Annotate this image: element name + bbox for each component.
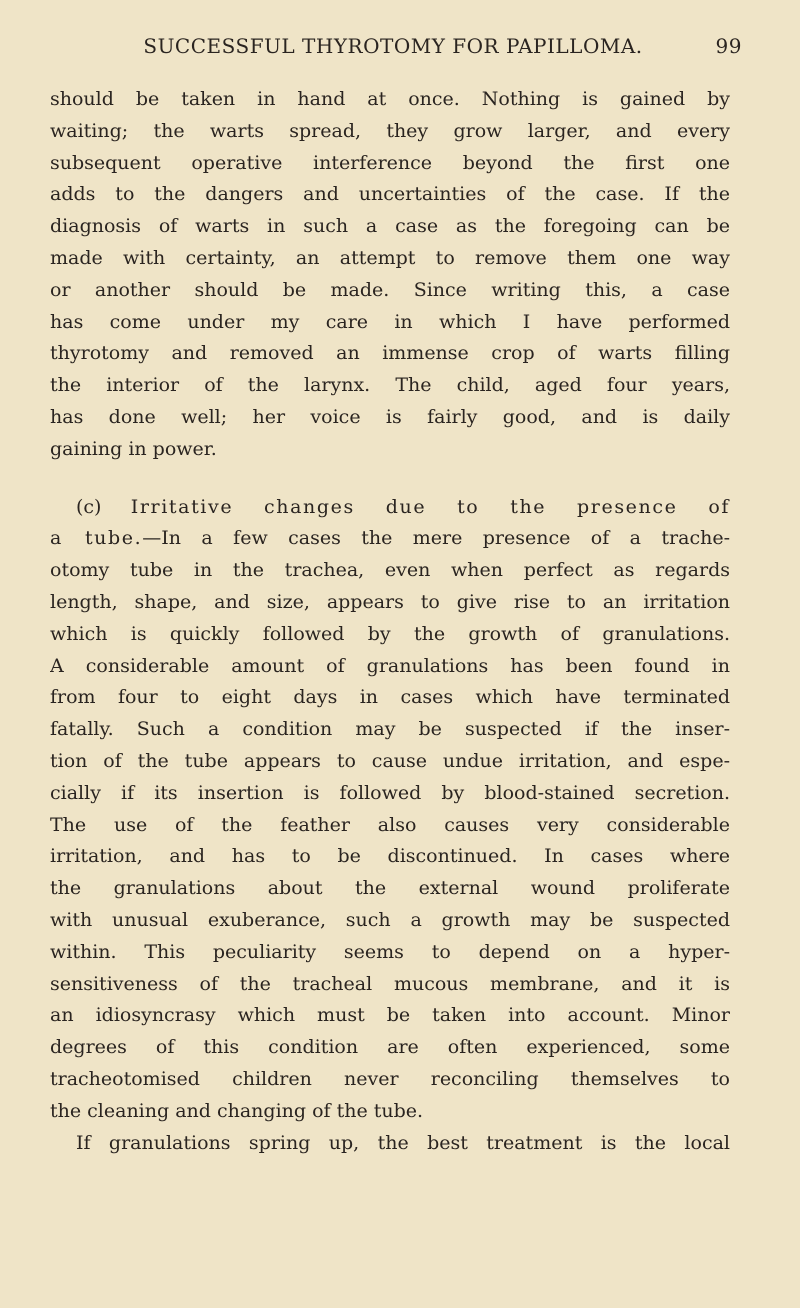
section-heading-part-2: a tube. — [50, 527, 143, 550]
text-line: gaining in power. — [50, 437, 217, 460]
body-text — [50, 84, 730, 1159]
text-line: an idiosyncrasy which must be taken into account. Minor — [50, 1004, 730, 1027]
paragraph-1 — [50, 84, 730, 466]
text-line: or another should be made. Since writing this, a case — [50, 278, 730, 301]
text-line: from four to eight days in cases which have terminated — [50, 686, 730, 709]
text-line: with unusual exuberance, such a growth may be suspected — [50, 908, 730, 931]
text-line: diagnosis of warts in such a case as the foregoing can be — [50, 215, 730, 238]
text-line: degrees of this condition are often experienced, some — [50, 1036, 730, 1059]
text-line: subsequent operative interference beyond the first one — [50, 151, 730, 174]
text-line: within. This peculiarity seems to depend on a hyper- — [50, 940, 730, 963]
section-heading-part-1: Irritative changes due to the presence of — [130, 495, 730, 518]
text-line: waiting; the warts spread, they grow larger, and every — [50, 119, 730, 142]
text-line: thyrotomy and removed an immense crop of warts filling — [50, 342, 730, 365]
text-line: tion of the tube appears to cause undue irritation, and espe- — [50, 749, 730, 772]
running-header — [50, 34, 742, 66]
text-line: which is quickly followed by the growth of granulations. — [50, 622, 730, 645]
text-line: A considerable amount of granulations has been found in — [50, 654, 730, 677]
paragraph-2 — [50, 492, 730, 1128]
text-line: made with certainty, an attempt to remove them one way — [50, 246, 730, 269]
running-title: SUCCESSFUL THYROTOMY FOR PAPILLOMA. — [143, 34, 643, 58]
text-line: irritation, and has to be discontinued. In cases where — [50, 845, 730, 868]
text-line: has done well; her voice is fairly good, and is daily — [50, 405, 730, 428]
section-label: (c) — [76, 495, 102, 518]
section-heading-line — [50, 492, 730, 524]
text-line: length, shape, and size, appears to give rise to an irritation — [50, 590, 730, 613]
text-line: sensitiveness of the tracheal mucous membrane, and it is — [50, 972, 730, 995]
text-line: adds to the dangers and uncertainties of the case. If the — [50, 183, 730, 206]
text-fragment: —In a few cases the mere presence of a trache- — [142, 527, 730, 550]
section-heading-line-2 — [50, 523, 730, 555]
text-line: should be taken in hand at once. Nothing is gained by — [50, 88, 730, 110]
text-line: the interior of the larynx. The child, aged four years, — [50, 374, 730, 397]
text-line: The use of the feather also causes very considerable — [50, 813, 730, 836]
text-line: the cleaning and changing of the tube. — [50, 1099, 424, 1122]
text-line: tracheotomised children never reconciling themselves to — [50, 1067, 730, 1090]
text-line: cially if its insertion is followed by blood-stained secretion. — [50, 781, 730, 804]
text-line: otomy tube in the trachea, even when perfect as regards — [50, 559, 730, 582]
paragraph-gap — [50, 466, 730, 492]
text-line: If granulations spring up, the best treatment is the local — [76, 1131, 730, 1154]
text-line: fatally. Such a condition may be suspected if the inser- — [50, 718, 730, 741]
paragraph-3 — [50, 1128, 730, 1160]
page-number: 99 — [715, 34, 742, 58]
text-line: the granulations about the external wound proliferate — [50, 877, 730, 900]
text-line: has come under my care in which I have performed — [50, 310, 730, 333]
